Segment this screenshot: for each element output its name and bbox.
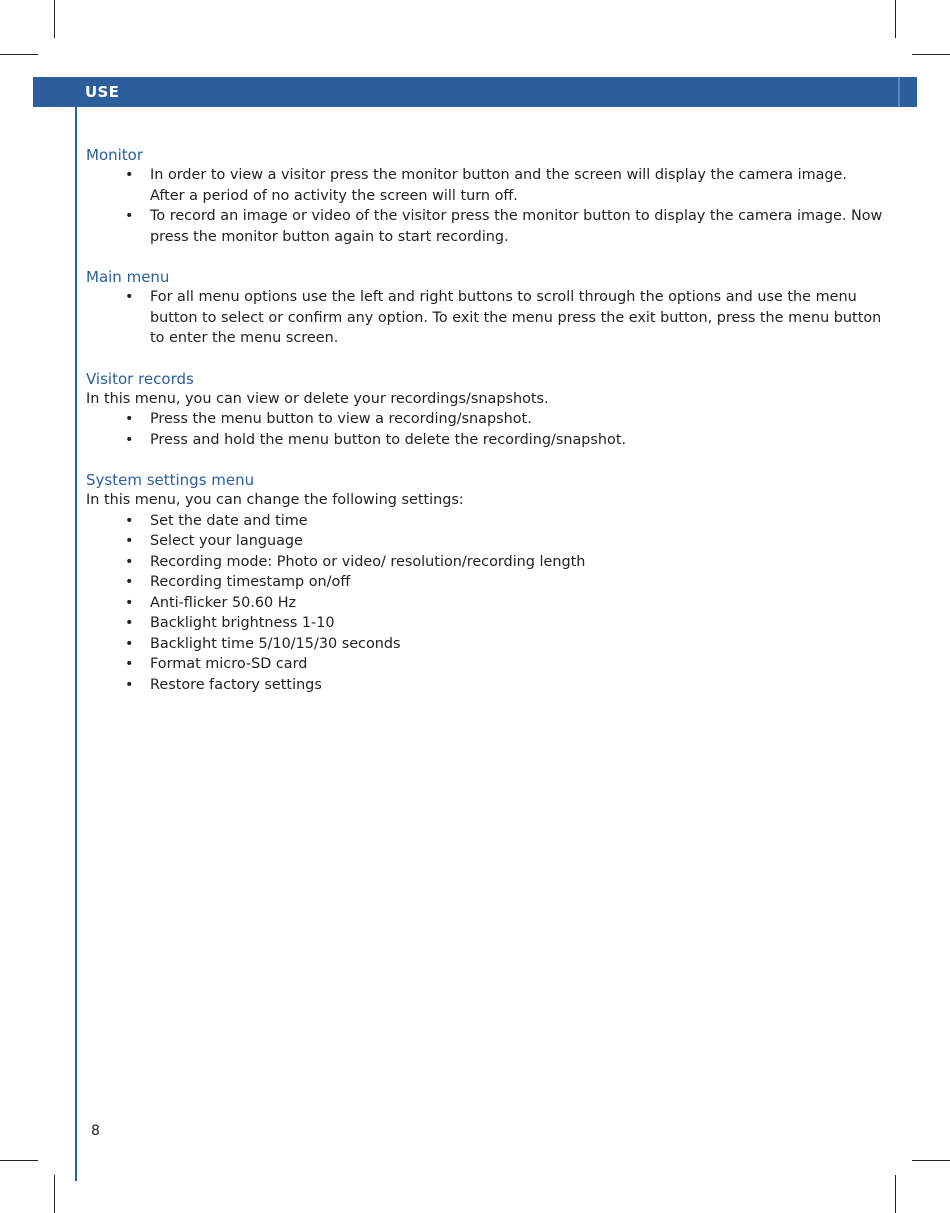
section-heading: System settings menu (86, 471, 255, 489)
list-item: • For all menu options use the left and right buttons to scroll through the options and use the menu button to select or confirm any option. To exit the menu press the exit button, press the menu button to enter the menu screen. (150, 287, 886, 349)
list-item: • Backlight brightness 1-10 (150, 613, 886, 634)
list-item: • Restore factory settings (150, 675, 886, 696)
bullet-list (86, 511, 886, 696)
section-intro: In this menu, you can change the following settings: (86, 492, 464, 508)
bullet-list (86, 287, 886, 349)
crop-mark (895, 0, 896, 38)
section-intro: In this menu, you can view or delete your recordings/snapshots. (86, 390, 549, 407)
crop-mark (0, 1160, 38, 1161)
section-monitor (86, 145, 886, 247)
list-item: • Recording timestamp on/off (150, 572, 886, 593)
list-item: • Backlight time 5/10/15/30 seconds (150, 634, 886, 655)
section-heading: Monitor (86, 146, 144, 164)
section-visitor-records (86, 369, 886, 451)
section-heading: Visitor records (86, 369, 194, 388)
section-heading: Main menu (86, 268, 170, 286)
section-title: USE (85, 83, 120, 101)
crop-mark (895, 1175, 896, 1213)
bullet-list (86, 165, 886, 247)
list-item: • Anti-flicker 50.60 Hz (150, 593, 886, 614)
list-item: • Press and hold the menu button to delete the recording/snapshot. (150, 430, 886, 451)
bullet-list (86, 409, 886, 450)
header-divider (898, 77, 900, 107)
list-item: • Recording mode: Photo or video/ resolution/recording length (150, 552, 886, 573)
crop-mark (0, 54, 38, 55)
crop-mark (912, 54, 950, 55)
list-item: • Select your language (150, 531, 886, 552)
page-number: 8 (91, 1123, 100, 1139)
page-content (86, 145, 886, 715)
list-item: • Format micro-SD card (150, 654, 886, 675)
crop-mark (54, 1175, 55, 1213)
list-item: • To record an image or video of the visitor press the monitor button to display the camera image. Now press the monitor button again to start recording. (150, 206, 886, 247)
margin-rule (75, 107, 77, 1181)
list-item: • Set the date and time (150, 511, 886, 532)
list-item: • Press the menu button to view a recording/snapshot. (150, 409, 886, 430)
section-header-bar (33, 77, 917, 107)
section-system-settings (86, 470, 886, 695)
section-main-menu (86, 267, 886, 349)
crop-mark (54, 0, 55, 38)
list-item: • In order to view a visitor press the monitor button and the screen will display the camera image. After a period of no activity the screen will turn off. (150, 165, 886, 206)
crop-mark (912, 1160, 950, 1161)
